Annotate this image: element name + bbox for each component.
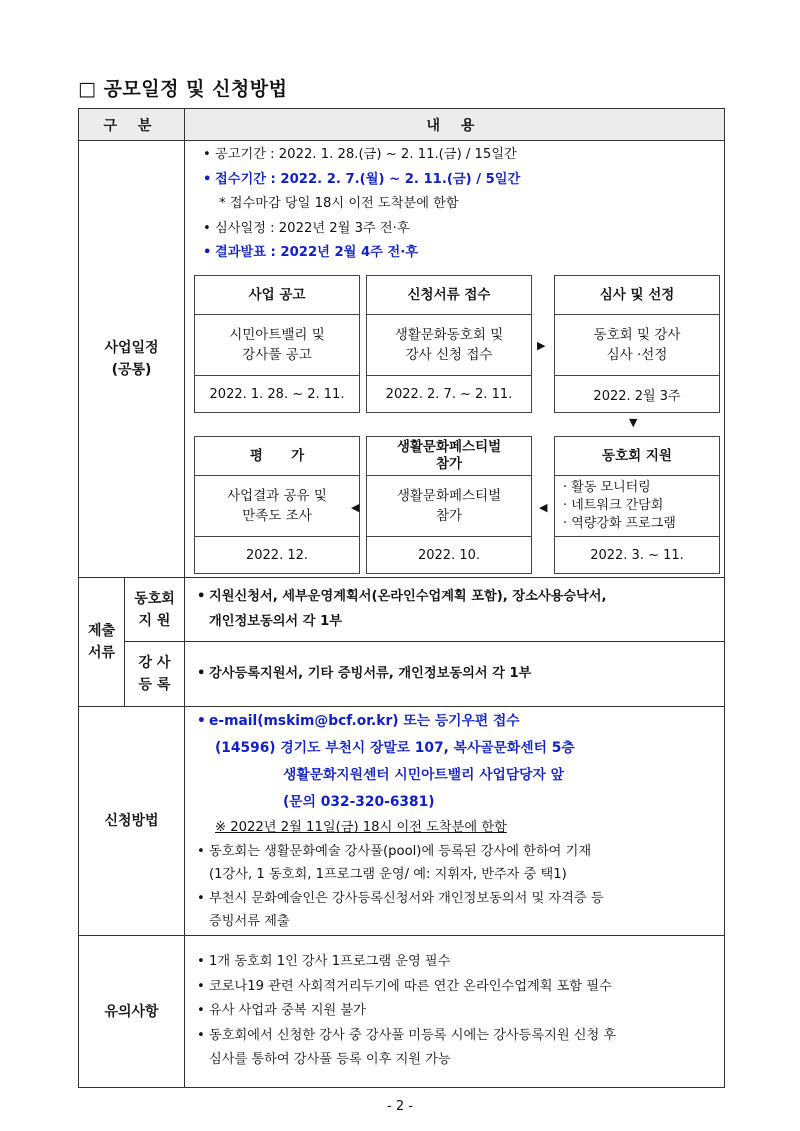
caution-item: • 코로나19 관련 사회적거리두기에 따른 연간 온라인수업계획 포함 필수 — [197, 978, 612, 994]
flow-box-date: 2022. 2월 3주 — [593, 388, 681, 404]
page-number: - 2 - — [387, 1099, 413, 1114]
flow-box-announcement — [194, 275, 360, 413]
caution-row — [79, 936, 725, 1088]
flow-box-title: 평 가 — [195, 437, 359, 476]
arrow-left-icon: ◀ — [539, 501, 548, 514]
flow-box-body: 시민아트밸리 및 강사풀 공고 — [195, 315, 359, 376]
flow-box-body: 생활문화페스티벌 참가 — [367, 476, 531, 537]
flow-box-date: 2022. 3. ~ 11. — [590, 547, 684, 563]
apply-bullet: • 부천시 문화예술인은 강사등록신청서와 개인정보동의서 및 자격증 등 — [197, 890, 604, 906]
flow-box-title: 동호회 지원 — [555, 437, 719, 476]
schedule-label — [79, 141, 185, 578]
caution-list — [185, 950, 724, 1073]
caution-item: • 유사 사업과 중복 지원 불가 — [197, 1003, 366, 1019]
schedule-bullet: • 심사일정 : 2022년 2월 3주 전·후 — [203, 220, 410, 236]
schedule-bullet: • 접수기간 : 2022. 2. 7.(월) ~ 2. 11.(금) / 5일간 — [203, 171, 521, 187]
schedule-bullet: • 공고기간 : 2022. 1. 28.(금) ~ 2. 11.(금) / 15일간 — [203, 147, 517, 162]
apply-bullet-cont: (1강사, 1 동호회, 1프로그램 운영/ 예: 지휘자, 반주자 중 택1) — [209, 867, 567, 883]
flow-box-date: 2022. 10. — [417, 547, 481, 563]
club-label-line1: 동호회 — [134, 590, 175, 607]
caution-label: 유의사항 — [79, 936, 185, 1088]
documents-instructor-row — [79, 642, 725, 707]
caution-item: • 동호회에서 신청한 강사 중 강사풀 미등록 시에는 강사등록지원 신청 후 — [197, 1027, 617, 1043]
schedule-table — [78, 108, 725, 1088]
flow-box-body: 생활문화동호회 및 강사 신청 접수 — [367, 315, 531, 376]
schedule-label-line2: (공통) — [111, 362, 152, 378]
flow-box-date: 2022. 12. — [245, 547, 309, 563]
schedule-label-line1: 사업일정 — [104, 340, 159, 356]
club-doc-line1: • 지원신청서, 세부운영계획서(온라인수업계획 포함), 장소사용승낙서, — [197, 589, 607, 604]
apply-deadline-note: ※ 2022년 2월 11일(금) 18시 이전 도착분에 한함 — [215, 820, 507, 836]
apply-label: 신청방법 — [79, 707, 185, 936]
schedule-note: * 접수마감 당일 18시 이전 도착분에 한함 — [219, 196, 459, 211]
header-category: 구 분 — [79, 109, 185, 141]
arrow-left-icon: ◀ — [351, 501, 360, 514]
flow-box-evaluation — [194, 436, 360, 574]
flow-box-club-support — [554, 436, 720, 574]
apply-list — [185, 708, 724, 934]
documents-label-line2: 서류 — [87, 645, 116, 661]
flow-box-body: · 활동 모니터링 · 네트워크 간담회 · 역량강화 프로그램 — [555, 476, 719, 537]
flow-box-date: 2022. 1. 28. ~ 2. 11. — [209, 386, 345, 402]
flow-box-title: 사업 공고 — [195, 276, 359, 315]
flow-box-body: 동호회 및 강사 심사 ·선정 — [555, 315, 719, 376]
schedule-flowchart — [185, 141, 724, 577]
instructor-label-line1: 강 사 — [138, 655, 171, 671]
documents-label — [79, 578, 125, 707]
documents-label-line1: 제출 — [87, 623, 116, 639]
header-row — [79, 109, 725, 141]
apply-contact-line: (문의 032-320-6381) — [283, 794, 435, 811]
flow-box-application — [366, 275, 532, 413]
flow-box-title: 생활문화페스티벌 참가 — [367, 437, 531, 476]
apply-content — [185, 707, 725, 936]
arrow-right-icon: ▶ — [537, 339, 546, 352]
apply-recipient-line: 생활문화지원센터 시민아트밸리 사업담당자 앞 — [283, 767, 564, 784]
header-content: 내 용 — [185, 109, 725, 141]
flow-box-festival — [366, 436, 532, 574]
instructor-doc-list — [185, 662, 724, 687]
caution-content — [185, 936, 725, 1088]
documents-instructor-label — [125, 642, 185, 707]
caution-item-cont: 심사를 통하여 강사풀 등록 이후 지원 가능 — [209, 1052, 451, 1068]
schedule-content — [185, 141, 725, 578]
flow-box-date: 2022. 2. 7. ~ 2. 11. — [385, 386, 513, 402]
documents-instructor-content — [185, 642, 725, 707]
caution-item: • 1개 동호회 1인 강사 1프로그램 운영 필수 — [197, 954, 451, 970]
instructor-doc-line: • 강사등록지원서, 기타 증빙서류, 개인정보동의서 각 1부 — [197, 665, 532, 681]
apply-address-line: (14596) 경기도 부천시 장말로 107, 복사골문화센터 5층 — [215, 740, 575, 757]
apply-bullet-cont: 증빙서류 제출 — [209, 914, 290, 930]
apply-row — [79, 707, 725, 936]
documents-club-label — [125, 578, 185, 642]
documents-club-row — [79, 578, 725, 642]
club-doc-line2: 개인정보동의서 각 1부 — [209, 613, 343, 629]
club-doc-list — [185, 585, 724, 634]
apply-bullet: • 동호회는 생활문화예술 강사풀(pool)에 등록된 강사에 한하여 기재 — [197, 843, 592, 859]
instructor-label-line2: 등 록 — [138, 677, 171, 693]
arrow-down-icon: ▼ — [629, 416, 638, 429]
schedule-bullet: • 결과발표 : 2022년 2월 4주 전·후 — [203, 245, 418, 260]
flow-box-title: 신청서류 접수 — [367, 276, 531, 315]
schedule-row — [79, 141, 725, 578]
apply-email-line: • e-mail(mskim@bcf.or.kr) 또는 등기우편 접수 — [197, 713, 520, 730]
flow-box-title: 심사 및 선정 — [555, 276, 719, 315]
flow-box-body: 사업결과 공유 및 만족도 조사 — [195, 476, 359, 537]
page-title: □ 공모일정 및 신청방법 — [78, 78, 288, 100]
club-label-line2: 지 원 — [138, 612, 171, 629]
documents-club-content — [185, 578, 725, 642]
flow-box-review — [554, 275, 720, 413]
